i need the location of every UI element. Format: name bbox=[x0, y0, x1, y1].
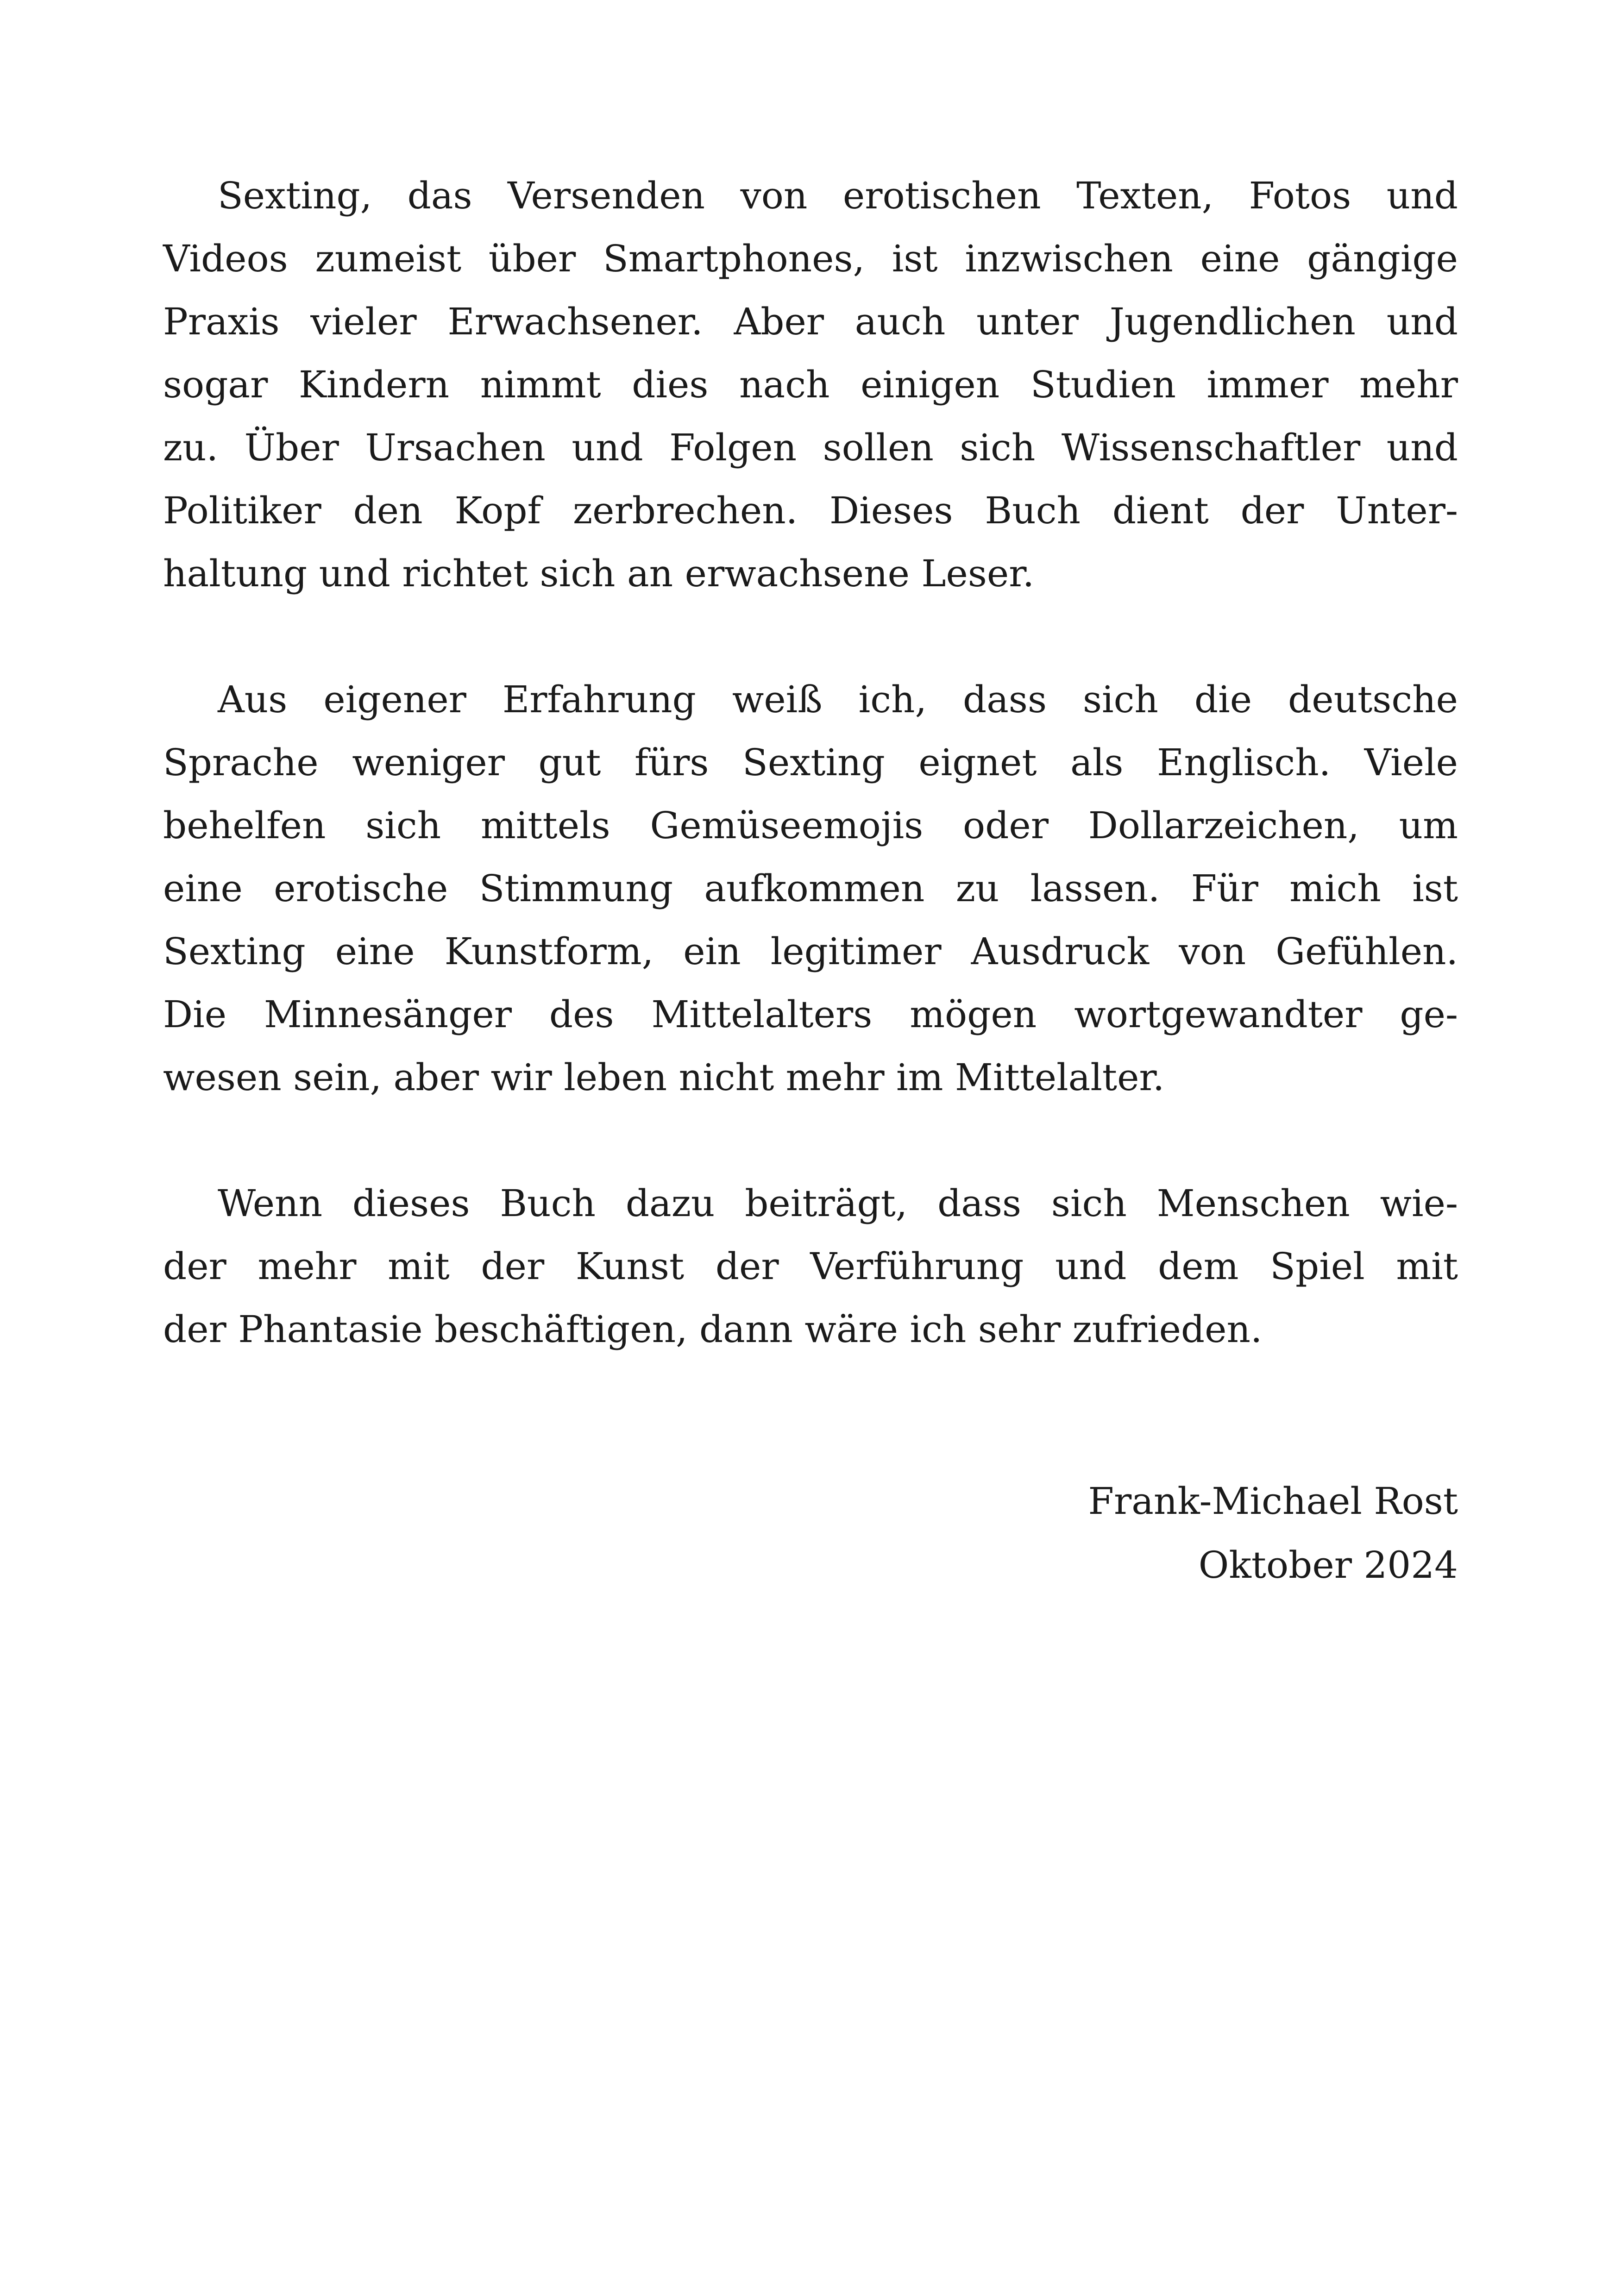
paragraph-2 bbox=[163, 668, 1458, 1109]
text-line: Politiker den Kopf zerbrechen. Dieses Buch dient der Unter- bbox=[163, 489, 1458, 532]
text-line: Wenn dieses Buch dazu beiträgt, dass sich Menschen wie- bbox=[218, 1182, 1458, 1225]
text-line: zu. Über Ursachen und Folgen sollen sich Wissenschaftler und bbox=[163, 426, 1458, 469]
text-line: der mehr mit der Kunst der Verführung und dem Spiel mit bbox=[163, 1245, 1458, 1288]
text-line: haltung und richtet sich an erwachsene Leser. bbox=[163, 552, 1035, 595]
text-line: Praxis vieler Erwachsener. Aber auch unter Jugendlichen und bbox=[163, 300, 1458, 343]
preface-text bbox=[163, 164, 1458, 1361]
text-line: sogar Kindern nimmt dies nach einigen Studien immer mehr bbox=[163, 363, 1458, 406]
paragraph-3 bbox=[163, 1172, 1458, 1361]
text-line: Aus eigener Erfahrung weiß ich, dass sich die deutsche bbox=[218, 678, 1458, 721]
text-line: Sexting eine Kunstform, ein legitimer Ausdruck von Gefühlen. bbox=[163, 930, 1458, 973]
text-line: eine erotische Stimmung aufkommen zu lassen. Für mich ist bbox=[163, 867, 1458, 910]
text-line: Sprache weniger gut fürs Sexting eignet als Englisch. Viele bbox=[163, 741, 1458, 784]
paragraph-gap bbox=[163, 1109, 1458, 1172]
text-line: Die Minnesänger des Mittelalters mögen wortgewandter ge- bbox=[163, 993, 1458, 1036]
text-line: wesen sein, aber wir leben nicht mehr im Mittelalter. bbox=[163, 1056, 1165, 1099]
text-line: Sexting, das Versenden von erotischen Texten, Fotos und bbox=[218, 174, 1458, 217]
text-line: behelfen sich mittels Gemüseemojis oder Dollarzeichen, um bbox=[163, 804, 1458, 847]
paragraph-gap bbox=[163, 605, 1458, 668]
author-name: Frank-Michael Rost bbox=[1088, 1480, 1458, 1523]
text-line: Videos zumeist über Smartphones, ist inzwischen eine gängige bbox=[163, 237, 1458, 280]
signature-date: Oktober 2024 bbox=[1198, 1543, 1458, 1587]
paragraph-1 bbox=[163, 164, 1458, 605]
signature-block bbox=[163, 1469, 1458, 1597]
text-line: der Phantasie beschäftigen, dann wäre ich sehr zufrieden. bbox=[163, 1308, 1263, 1351]
